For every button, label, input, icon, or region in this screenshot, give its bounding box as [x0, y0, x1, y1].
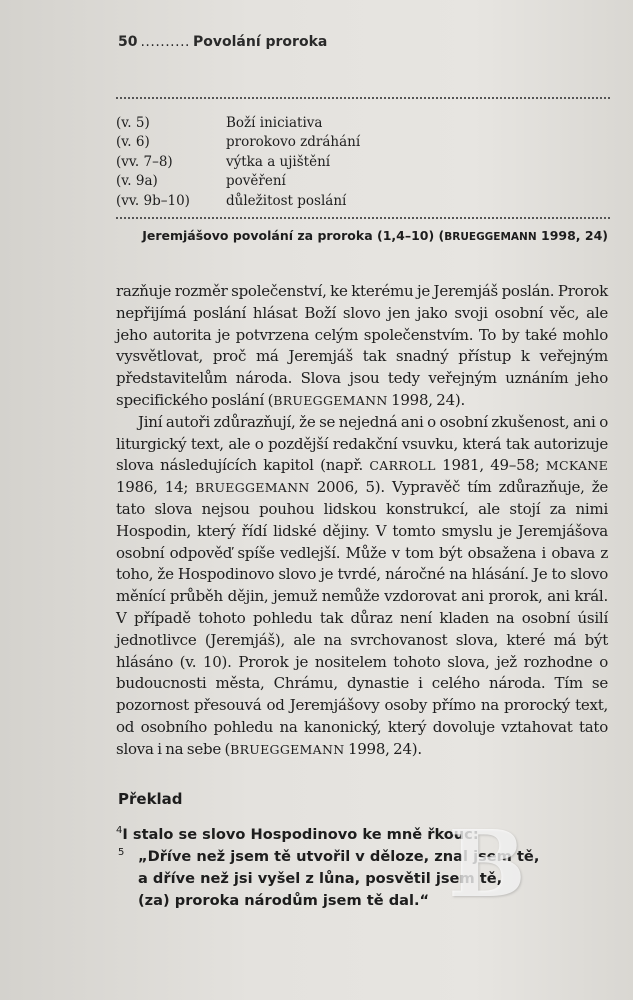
caption-cite: 1998, 24) — [536, 228, 608, 243]
author-name: BRUEGGEMANN — [230, 741, 345, 757]
body-text — [116, 281, 608, 761]
section-heading: Překlad — [118, 790, 183, 808]
p1-text: razňuje rozměr společenství, ke kterému je Jeremjáš poslán. Prorok nepřijímá poslání hlásat Boží slovo jen jako svoji osobní věc, ale jeho autorita je potvrzena celým společenstvím. To by také mohlo vysvětlovat, proč má Jeremjáš tak snadný přístup k veřejným představitelům národa. Slova jsou tedy veřejným uznáním jeho specifického poslání ( — [116, 282, 608, 409]
verse-number: 5 — [118, 846, 125, 858]
paragraph-2 — [116, 412, 608, 761]
watermark-logo: B — [448, 810, 526, 918]
author-name: MCKANE — [545, 458, 608, 474]
verse-text: a dříve než jsi vyšel z lůna, posvětil jsem tě, — [138, 869, 503, 887]
p2-text: 1981, 49–58; — [435, 456, 546, 475]
outline-ref: (vv. 9b–10) — [116, 192, 190, 209]
verse-text: „Dříve než jsem tě utvořil v děloze, znal jsem tě, — [138, 847, 540, 865]
running-head — [118, 34, 327, 50]
figure-caption — [116, 228, 608, 243]
verse-text: (za) proroka národům jsem tě dal.“ — [138, 891, 430, 909]
author-name: BRUEGGEMANN — [195, 480, 310, 496]
outline-ref: (vv. 7–8) — [116, 153, 173, 170]
outline-ref: (v. 9a) — [116, 173, 158, 190]
outline-row — [116, 153, 360, 172]
outline-row — [116, 192, 360, 211]
paragraph-1 — [116, 281, 608, 412]
outline-text: prorokovo zdráhání — [226, 134, 361, 151]
verse-number: 4 — [116, 825, 123, 836]
outline-row — [116, 114, 360, 133]
header-dots: .......... — [140, 34, 190, 50]
outline-row — [116, 133, 360, 152]
author-name: BRUEGGEMANN — [273, 392, 388, 408]
caption-text: Jeremjášovo povolání za proroka (1,4–10) ( — [142, 228, 445, 243]
divider-top — [116, 97, 610, 99]
caption-author: BRUEGGEMANN — [444, 231, 537, 243]
divider-bottom — [116, 217, 610, 219]
p2-text: 1986, 14; — [116, 478, 196, 497]
p2-cite: 1998, 24). — [344, 739, 422, 758]
outline-text: Boží iniciativa — [226, 115, 323, 131]
p1-cite: 1998, 24). — [387, 390, 465, 409]
page-number: 50 — [118, 34, 138, 50]
p2-text: Jiní autoři zdůrazňují, že se nejedná ani o osobní zkušenost, ani o liturgický text, ale o pozdější redakční vsuvku, která tak autorizuje slova následujících kapitol (např. — [116, 412, 608, 475]
outline-ref: (v. 5) — [116, 115, 150, 131]
outline-row — [116, 172, 360, 191]
verse-text: I stalo se slovo Hospodinovo ke mně řkouc: — [122, 825, 479, 843]
chapter-title: Povolání proroka — [193, 34, 328, 50]
outline-box — [116, 114, 360, 211]
p2-text: 2006, 5). Vypravěč tím zdůrazňuje, že tato slova nejsou pouhou lidskou konstrukcí, ale stojí za nimi Hospodin, který řídí lidské dějiny. V tomto smyslu je Jeremjášova osobní odpověď spíše vedlejší. Může v tom být obsažena i obava z toho, že Hospodinovo slovo je tvrdé, náročné na hlásání. Je to slovo měnící průběh dějin, jemuž nemůže vzdorovat ani prorok, ani král. V případě tohoto pohledu tak důraz není kladen na osobní úsilí jednotlivce (Jeremjáš), ale na svrchovanost slova, které má být hlásáno (v. 10). Prorok je nositelem tohoto slova, jež rozhodne o budoucnosti města, Chrámu, dynastie i celého národa. Tím se pozornost přesouvá od Jeremjášovy osoby přímo na prorocký text, od osobního pohledu na kanonický, který dovoluje vztahovat tato slova i na sebe ( — [116, 478, 608, 758]
outline-text: důležitost poslání — [226, 192, 347, 209]
author-name: CARROLL — [369, 458, 436, 474]
outline-text: pověření — [226, 173, 286, 190]
outline-text: výtka a ujištění — [226, 153, 331, 170]
outline-ref: (v. 6) — [116, 134, 150, 151]
